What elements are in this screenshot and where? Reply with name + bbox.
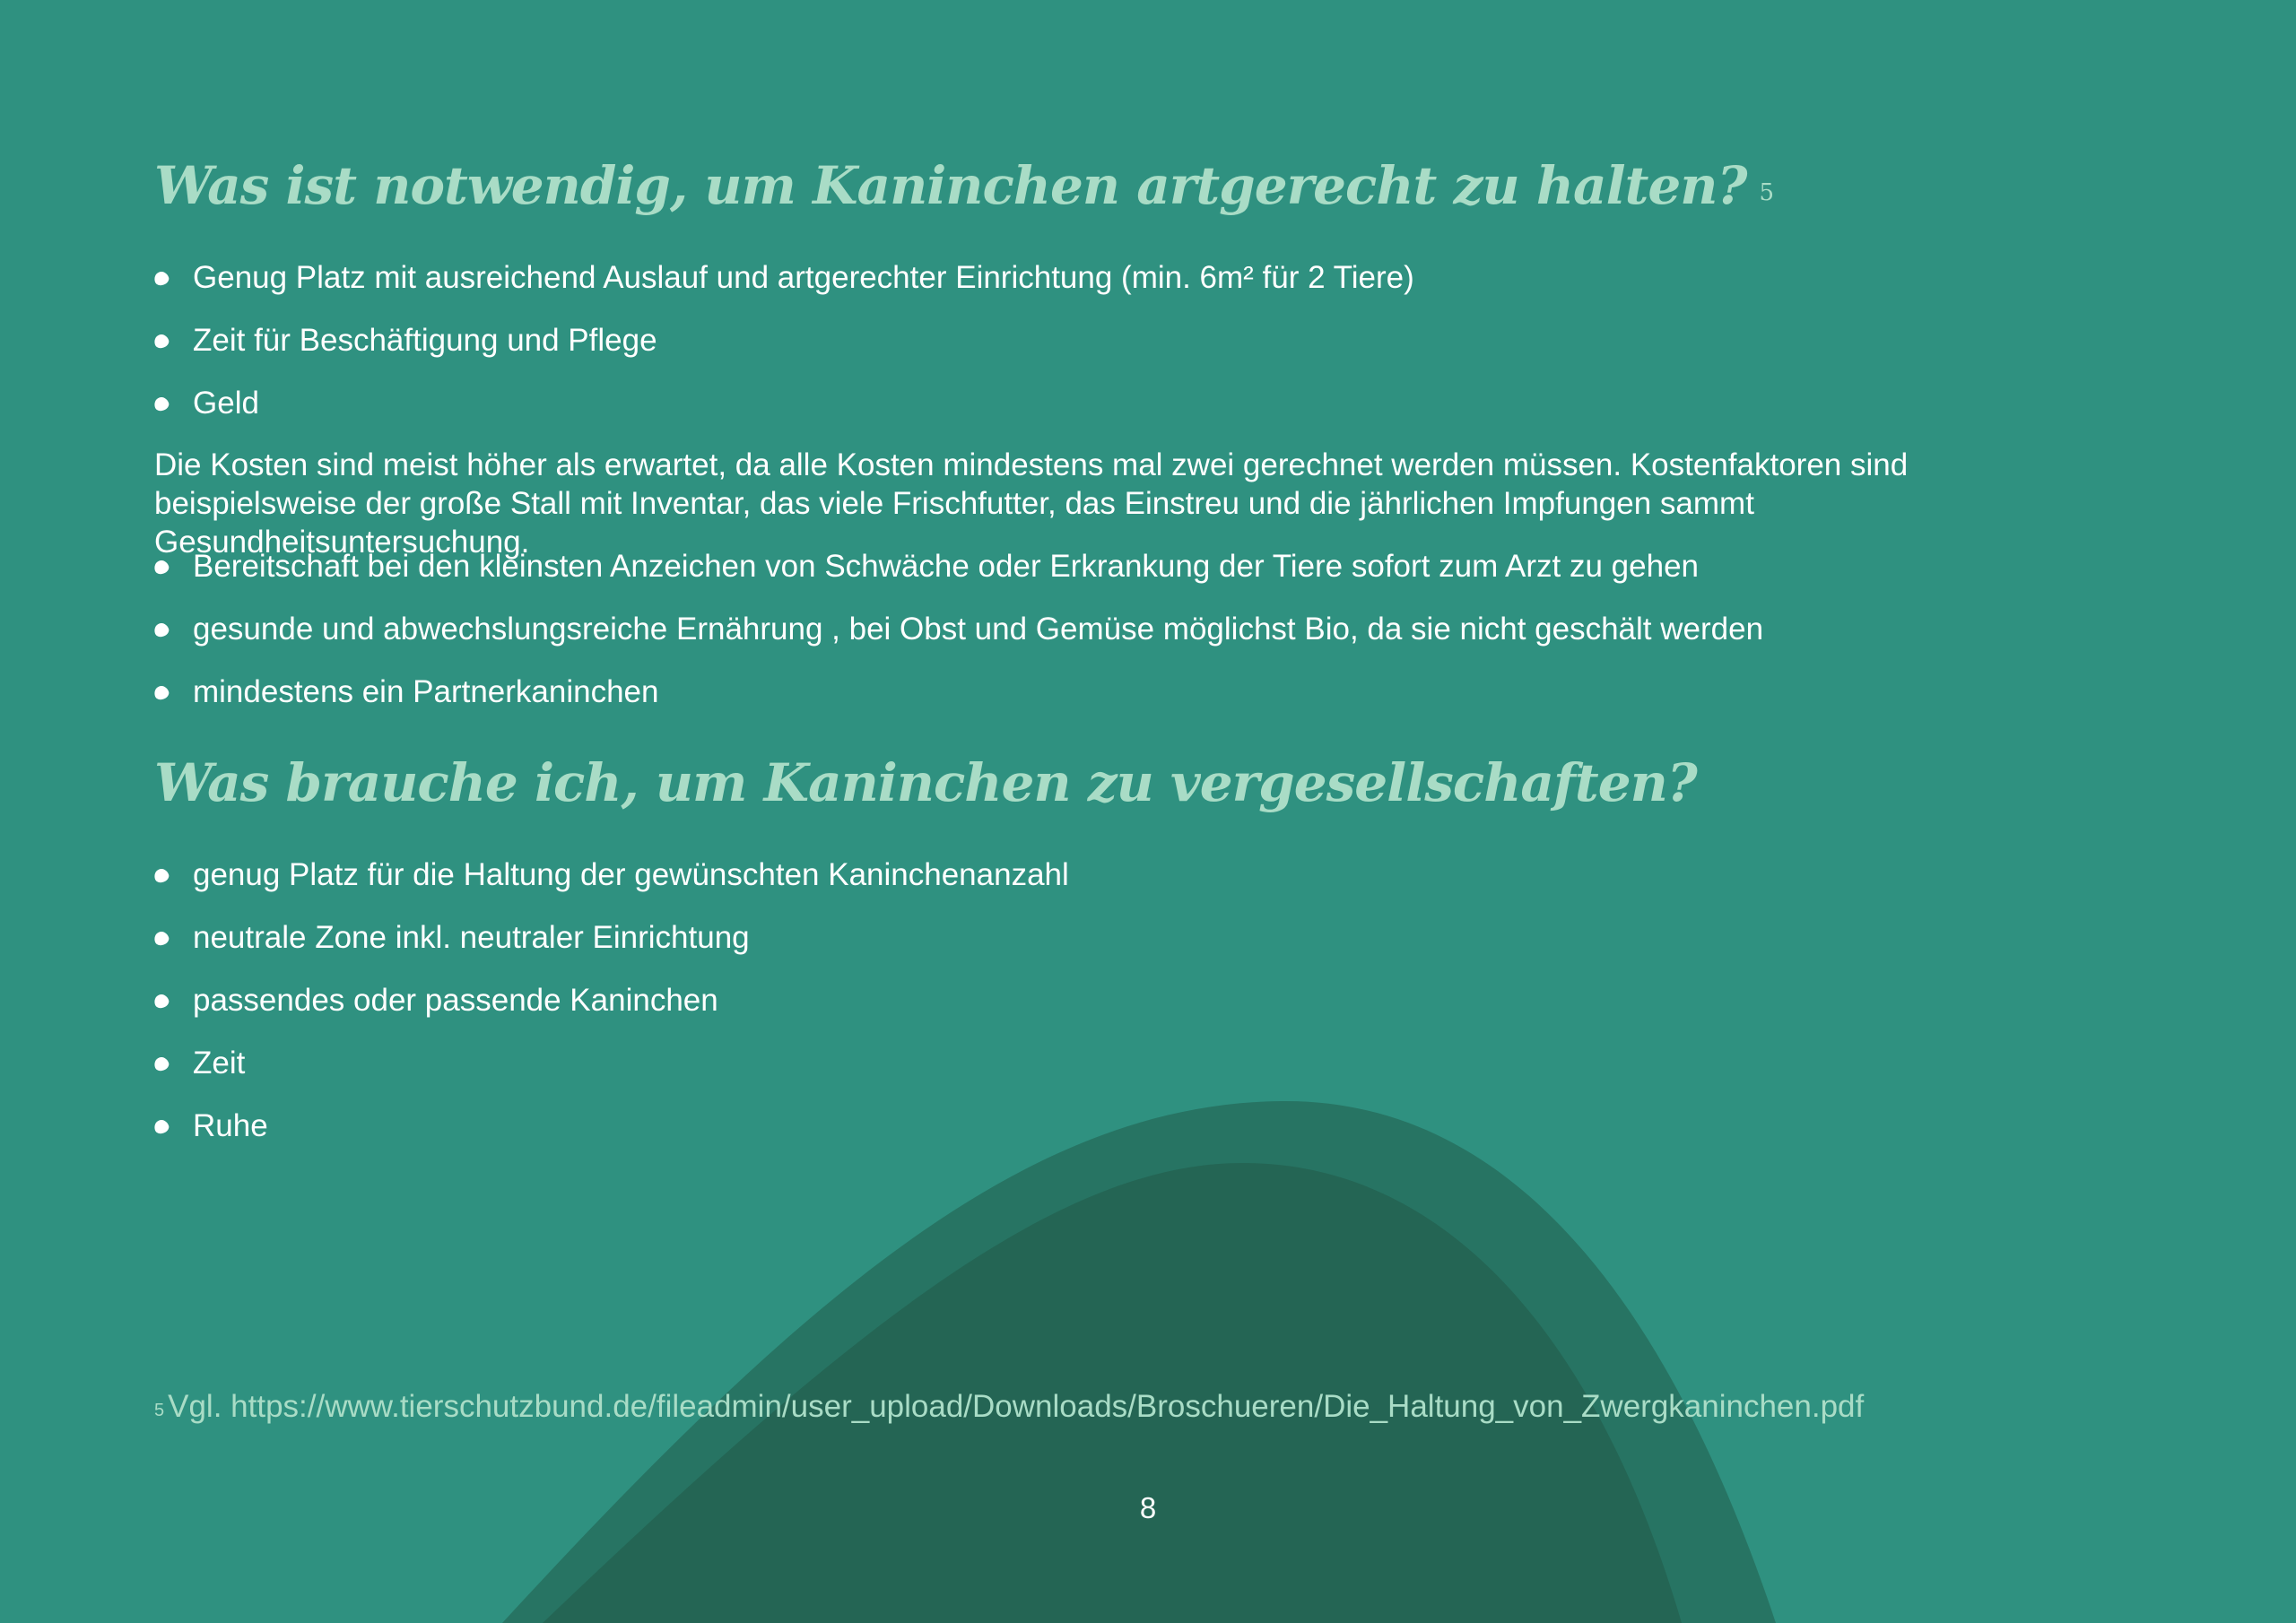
list-item-text: mindestens ein Partnerkaninchen (193, 674, 659, 709)
costs-paragraph: Die Kosten sind meist höher als erwartet, da alle Kosten mindestens mal zwei gerechnet werden müssen. Kostenfaktoren sind beispielsweise der große Stall mit Inventar, das viele Frischfutter, das Einstreu und die jährlichen Impfungen sammt Gesundheitsuntersuchung. (154, 447, 1909, 560)
bullet-icon (152, 1055, 170, 1073)
bullet-icon (152, 930, 170, 948)
bullet-icon (152, 993, 170, 1011)
bullet-icon (152, 270, 170, 288)
list-item-text: Bereitschaft bei den kleinsten Anzeichen von Schwäche oder Erkrankung der Tiere sofort zum Arzt zu gehen (193, 549, 1700, 584)
bullet-icon (152, 395, 170, 413)
page-number: 8 (1139, 1491, 1157, 1524)
footnote-text: Vgl. https://www.tierschutzbund.de/fileadmin/user_upload/Downloads/Broschueren/Die_Haltung_von_Zwergkaninchen.pdf (168, 1389, 1865, 1424)
section1-heading (154, 154, 1773, 217)
bullet-icon (152, 867, 170, 885)
footnote-reference: 5 (1759, 179, 1773, 206)
section2-heading: Was brauche ich, um Kaninchen zu vergesellschaften? (154, 752, 1697, 813)
list-item-text: Genug Platz mit ausreichend Auslauf und artgerechter Einrichtung (min. 6m² für 2 Tiere) (193, 260, 1414, 295)
footnote-marker: 5 (154, 1401, 165, 1420)
list-item-text: Ruhe (193, 1108, 268, 1143)
list-item-text: passendes oder passende Kaninchen (193, 983, 718, 1018)
bullet-icon (152, 621, 170, 639)
section1-heading-text: Was ist notwendig, um Kaninchen artgerecht zu halten? (154, 155, 1747, 216)
footnote (154, 1384, 1864, 1429)
list-item-text: genug Platz für die Haltung der gewünschten Kaninchenanzahl (193, 857, 1069, 892)
bullet-icon (152, 684, 170, 702)
list-item-text: Zeit (193, 1046, 246, 1081)
list-item-text: gesunde und abwechslungsreiche Ernährung , bei Obst und Gemüse möglichst Bio, da sie nicht geschält werden (193, 612, 1764, 647)
list-item-text: Zeit für Beschäftigung und Pflege (193, 323, 657, 358)
list-item-text: neutrale Zone inkl. neutraler Einrichtung (193, 920, 750, 955)
bullet-icon (152, 1118, 170, 1136)
bullet-icon (152, 333, 170, 351)
list-item-text: Geld (193, 386, 259, 421)
